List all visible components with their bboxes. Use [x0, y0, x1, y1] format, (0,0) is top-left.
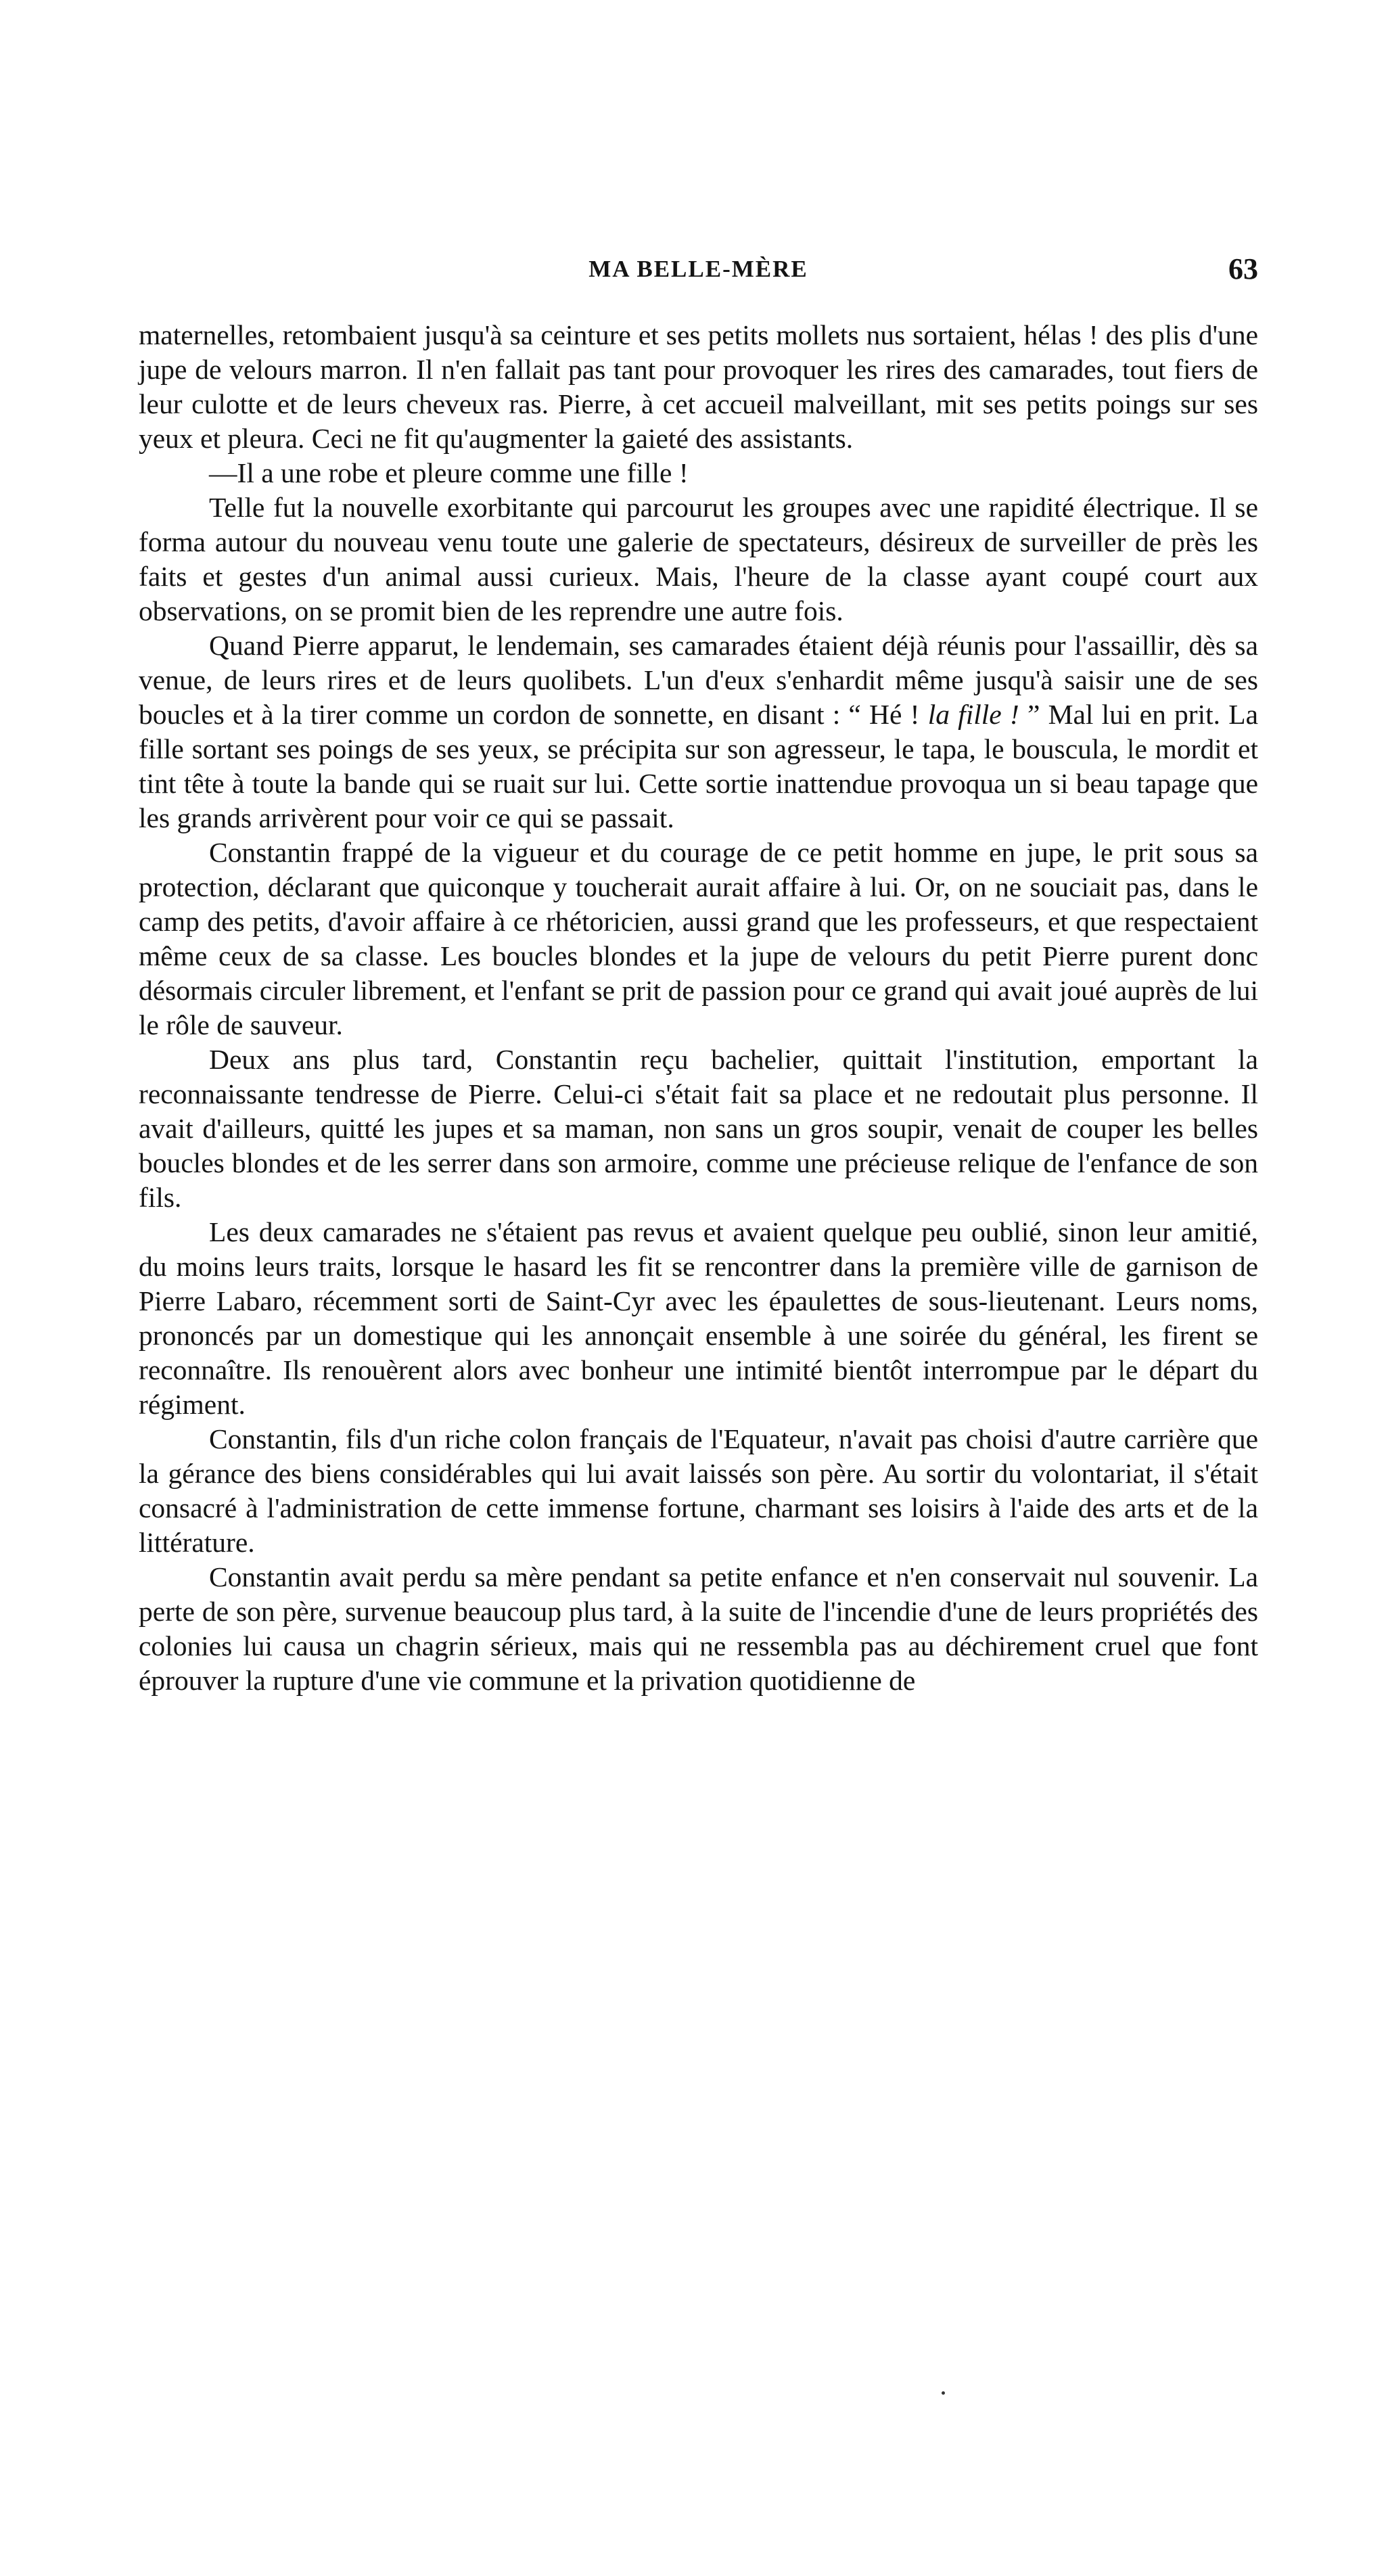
body-text: [139, 318, 1258, 1698]
paragraph-1: maternelles, retombaient jusqu'à sa ceinture et ses petits mollets nus sortaient, hélas ! des plis d'une jupe de velours marron. Il n'en fallait pas tant pour provoquer les rires des camarades, tout fiers de leur culotte et de leurs cheveux ras. Pierre, à cet accueil malveillant, mit ses petits poings sur ses yeux et pleura. Ceci ne fit qu'augmenter la gaieté des assistants.: [139, 319, 1258, 454]
page-number: 63: [1228, 252, 1258, 285]
book-page: [139, 252, 1259, 1698]
paragraph-4: [139, 628, 1258, 835]
paragraph-7: Les deux camarades ne s'étaient pas revus et avaient quelque peu oublié, sinon leur amitié, du moins leurs traits, lorsque le hasard les fit se rencontrer dans la première ville de garnison de Pierre Labaro, récemment sorti de Saint-Cyr avec les épaulettes de sous-lieutenant. Leurs noms, prononcés par un domestique qui les annonçait ensemble à une soirée du général, les firent se reconnaître. Ils renouèrent alors avec bonheur une intimité bientôt interrompue par le départ du régiment.: [139, 1216, 1258, 1420]
ink-speck: [942, 2391, 945, 2395]
paragraph-4-part-1: Quand Pierre apparut, le lendemain, ses camarades étaient déjà réunis pour l'assaillir, dès sa venue, de leurs rires et de leurs quolibets. L'un d'eux s'enhardit même jusqu'à saisir une de ses boucles et à la tirer comme un cordon de sonnette, en disant : “ Hé !: [139, 630, 1258, 730]
paragraph-3: Telle fut la nouvelle exorbitante qui parcourut les groupes avec une rapidité électrique. Il se forma autour du nouveau venu toute une galerie de spectateurs, désireux de surveiller de près les faits et gestes d'un animal aussi curieux. Mais, l'heure de la classe ayant coupé court aux observations, on se promit bien de les reprendre une autre fois.: [139, 492, 1258, 626]
paragraph-6: Deux ans plus tard, Constantin reçu bachelier, quittait l'institution, emportant la reconnaissante tendresse de Pierre. Celui-ci s'était fait sa place et ne redoutait plus personne. Il avait d'ailleurs, quitté les jupes et sa maman, non sans un gros soupir, venait de couper les belles boucles blondes et de les serrer dans son armoire, comme une précieuse relique de l'enfance de son fils.: [139, 1044, 1258, 1213]
paragraph-9: Constantin avait perdu sa mère pendant sa petite enfance et n'en conservait nul souvenir. La perte de son père, survenue beaucoup plus tard, à la suite de l'incendie d'une de leurs propriétés des colonies lui causa un chagrin sérieux, mais qui ne ressembla pas au déchirement cruel que font éprouver la rupture d'une vie commune et la privation quotidienne de: [139, 1561, 1258, 1696]
paragraph-4-part-2: ” Mal lui en prit. La fille sortant ses poings de ses yeux, se précipita sur son agresseur, le tapa, le bouscula, le mordit et tint tête à toute la bande qui se ruait sur lui. Cette sortie inattendue provoqua un si beau tapage que les grands arrivèrent pour voir ce qui se passait.: [139, 699, 1259, 833]
running-title: MA BELLE-MÈRE: [588, 256, 808, 282]
paragraph-4-italic: la fille !: [927, 699, 1019, 730]
paragraph-5: Constantin frappé de la vigueur et du courage de ce petit homme en jupe, le prit sous sa protection, déclarant que quiconque y toucherait aurait affaire à lui. Or, on ne souciait pas, dans le camp des petits, d'avoir affaire à ce rhétoricien, aussi grand que les professeurs, et que respectaient même ceux de sa classe. Les boucles blondes et la jupe de velours du petit Pierre purent donc désormais circuler librement, et l'enfant se prit de passion pour ce grand qui avait joué auprès de lui le rôle de sauveur.: [139, 837, 1258, 1040]
page-header: [139, 252, 1258, 303]
paragraph-8: Constantin, fils d'un riche colon français de l'Equateur, n'avait pas choisi d'autre carrière que la gérance des biens considérables qui lui avait laissés son père. Au sortir du volontariat, il s'était consacré à l'administration de cette immense fortune, charmant ses loisirs à l'aide des arts et de la littérature.: [139, 1423, 1258, 1558]
paragraph-2: —Il a une robe et pleure comme une fille !: [209, 457, 689, 488]
